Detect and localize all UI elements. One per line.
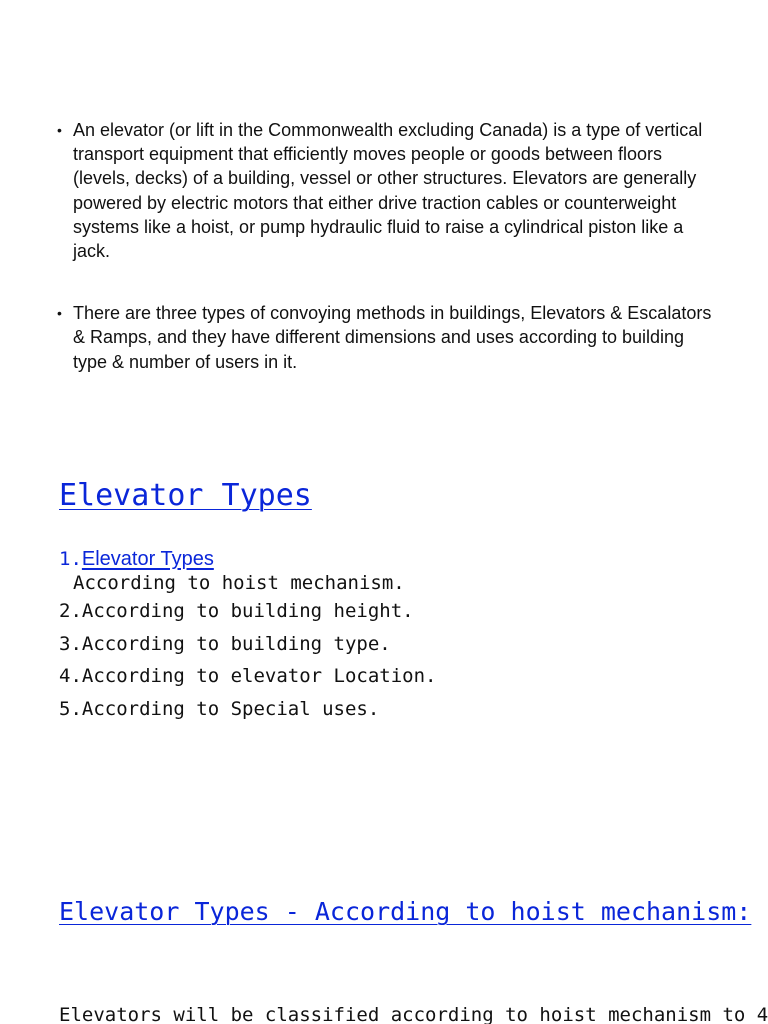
subsection-heading-link[interactable]: Elevator Types - According to hoist mechanism: [59, 897, 752, 926]
bullet-text: There are three types of convoying methods in buildings, Elevators & Escalators & Ramps, and they have different dimensions and uses according to building type & number of users in it. [73, 303, 712, 372]
bullet-item [56, 301, 716, 374]
body-paragraph: Elevators will be classified according to hoist mechanism to 4 [59, 1004, 768, 1024]
list-item: 3.According to building type. [59, 632, 391, 655]
list-item-number: 1. [59, 548, 82, 570]
bullet-text: An elevator (or lift in the Commonwealth excluding Canada) is a type of vertical transport equipment that efficiently moves people or goods between floors (levels, decks) of a building, vessel or other structures. Elevators are generally powered by electric motors that either drive traction cables or counterweight systems like a hoist, or pump hydraulic fluid to raise a cylindrical piston like a jack. [73, 120, 703, 262]
list-item: 5.According to Special uses. [59, 697, 380, 720]
list-item: 4.According to elevator Location. [59, 665, 437, 687]
bullet-dot-icon: • [57, 305, 62, 322]
elevator-types-link[interactable]: Elevator Types [81, 548, 214, 570]
bullet-item [56, 118, 716, 263]
list-item-detail: According to hoist mechanism. [73, 572, 405, 594]
types-list [59, 547, 437, 725]
bullet-dot-icon: • [57, 122, 62, 138]
list-item: 2.According to building height. [59, 600, 414, 622]
section-heading-link[interactable]: Elevator Types [59, 478, 312, 513]
intro-bullet-list [56, 118, 716, 374]
list-item [59, 547, 437, 571]
